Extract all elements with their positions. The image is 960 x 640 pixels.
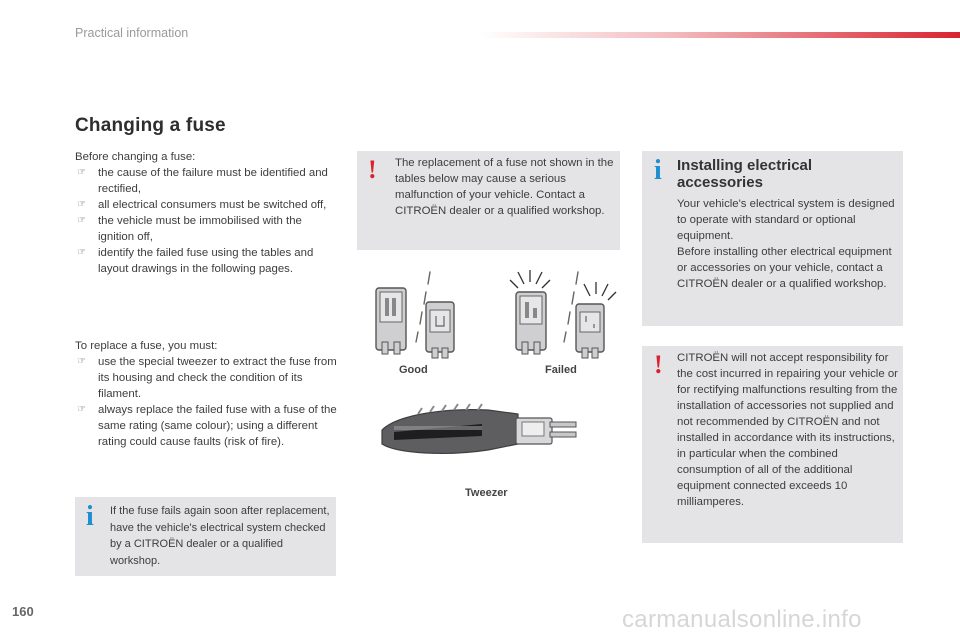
warning-text: The replacement of a fuse not shown in the tables below may cause a serious malfunction of your vehicle. Contact a CITROËN dealer or a qualified workshop. [395, 157, 614, 217]
list-item-text: use the special tweezer to extract the fuse from its housing and check the condition of its filament. [98, 356, 337, 400]
installing-title: Installing electrical accessories [677, 157, 813, 191]
fuse-illustration [358, 262, 620, 366]
pointing-hand-icon: ☞ [77, 356, 86, 367]
failed-fuse-label: Failed [545, 364, 577, 376]
fuse-repeat-info-box [75, 497, 336, 576]
responsibility-text: CITROËN will not accept responsibility for the cost incurred in repairing your vehicle or for rectifying malfunctions resulting from the installation of accessories not supplied and not recommended by CITROËN and not installed in accordance with its instructions, in particular when the combined consumption of all of the additional equipment connected exceeds 10 milliamperes. [677, 352, 898, 508]
list-item-text: identify the failed fuse using the tables and layout drawings in the following pages. [98, 247, 314, 275]
exclamation-icon: ! [654, 350, 663, 379]
list-item [75, 354, 337, 402]
before-steps-block [75, 149, 337, 277]
responsibility-warning-box [642, 346, 903, 543]
list-item [75, 165, 337, 197]
info-box-text: If the fuse fails again soon after replacement, have the vehicle's electrical system checked by a CITROËN dealer or a qualified workshop. [110, 505, 330, 567]
list-item-text: always replace the failed fuse with a fuse of the same rating (same colour); using a different rating could cause faults (risk of fire). [98, 404, 337, 448]
list-item [75, 213, 337, 245]
page-title: Changing a fuse [75, 115, 226, 136]
list-item [75, 197, 337, 213]
replace-intro: To replace a fuse, you must: [75, 340, 218, 352]
pointing-hand-icon: ☞ [77, 404, 86, 415]
pointing-hand-icon: ☞ [77, 167, 86, 178]
installing-paragraph-1: Your vehicle's electrical system is designed to operate with standard or optional equipment. [677, 198, 895, 242]
pointing-hand-icon: ☞ [77, 247, 86, 258]
page-number: 160 [12, 604, 34, 619]
list-item [75, 402, 337, 450]
list-item-text: the cause of the failure must be identified and rectified, [98, 167, 328, 195]
list-item-text: the vehicle must be immobilised with the ignition off, [98, 215, 302, 243]
tweezer-label: Tweezer [465, 487, 508, 499]
info-icon: i [654, 155, 662, 186]
info-icon: i [86, 501, 94, 532]
failed-fuse-illustration [510, 270, 616, 358]
tweezer-illustration [378, 400, 584, 470]
header-section-title: Practical information [75, 26, 189, 40]
replace-steps-block [75, 338, 337, 450]
list-item [75, 245, 337, 277]
watermark: carmanualsonline.info [622, 606, 862, 633]
pointing-hand-icon: ☞ [77, 215, 86, 226]
installing-accessories-box [642, 151, 903, 326]
exclamation-icon: ! [368, 155, 377, 184]
before-steps-list [75, 165, 337, 277]
installing-paragraph-2: Before installing other electrical equipment or accessories on your vehicle, contact a CITROËN dealer or a qualified workshop. [677, 246, 892, 290]
header-accent-bar [480, 32, 960, 38]
fuse-warning-box [357, 151, 620, 250]
pointing-hand-icon: ☞ [77, 199, 86, 210]
good-fuse-illustration [376, 272, 454, 358]
before-intro: Before changing a fuse: [75, 151, 196, 163]
list-item-text: all electrical consumers must be switched off, [98, 199, 327, 211]
good-fuse-label: Good [399, 364, 428, 376]
replace-steps-list [75, 354, 337, 450]
